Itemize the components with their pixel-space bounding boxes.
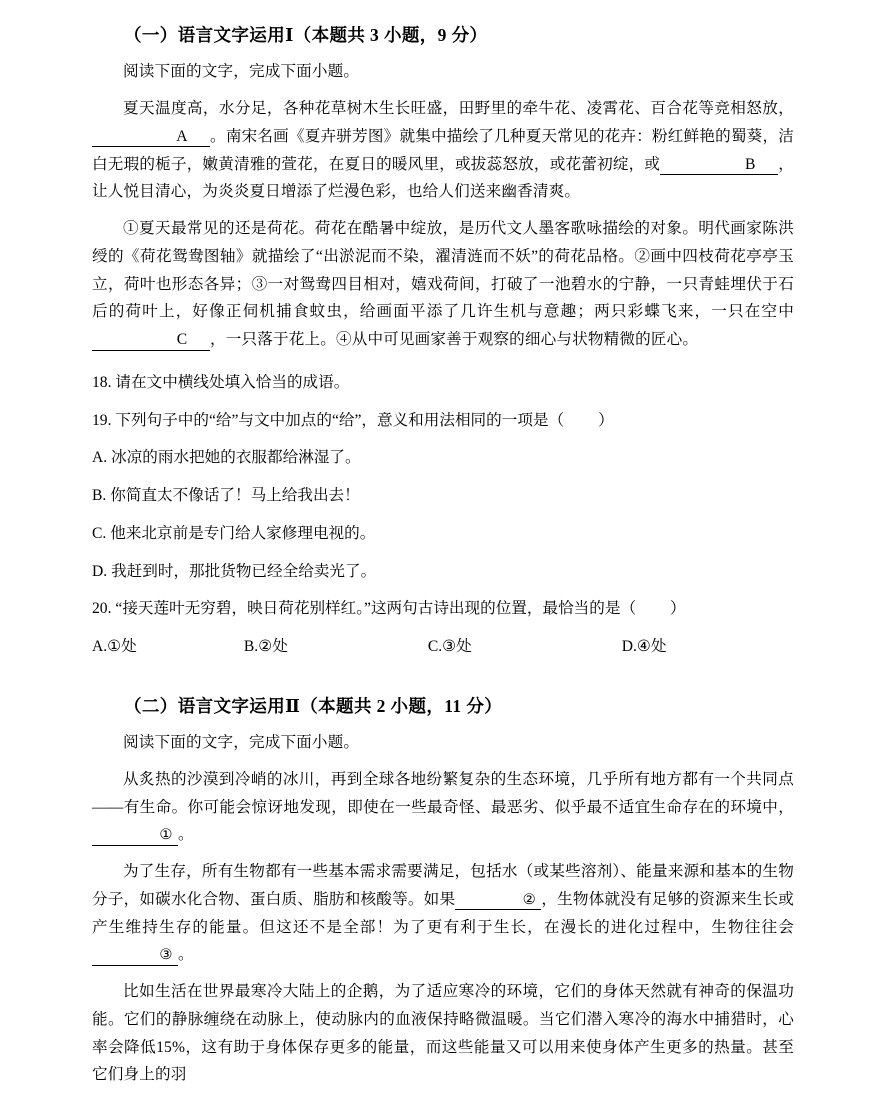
option-label: D. <box>92 562 108 580</box>
section-2-heading: （二）语言文字运用Ⅱ（本题共 2 小题，11 分） <box>124 695 503 716</box>
option-text: 你简直太不像话了！马上给我出去！ <box>110 487 360 504</box>
question-20-text-after: ） <box>670 600 686 618</box>
section-1-intro: 阅读下面的文字，完成下面小题。 <box>123 63 360 81</box>
blank-c: C <box>92 331 210 351</box>
option-label: A. <box>92 638 108 655</box>
passage-3-run-1: 从炙热的沙漠到冷峭的冰川，再到全球各地纷繁复杂的生态环境，几乎所有地方都有一个共同点——有生命。你可能会惊讶地发现，即使在一些最奇怪、最恶劣、似乎最不适宜生命存在的环境中， <box>92 770 794 816</box>
question-20-options <box>92 633 794 661</box>
question-20-option-c <box>428 633 618 661</box>
passage-1-run-3: 。南宋名画《夏卉骈芳图》就集中描绘了几种夏天常见的花卉：粉红鲜艳的蜀葵，洁白无瑕的栀子，嫩黄清雅的萱花，在夏日的暖风里，或拔蕊怒放，或花蕾初绽，或 <box>92 127 794 173</box>
question-19-text: 下列句子中的“给”与文中加点的“给”，意义和用法相同的一项是（ <box>115 411 565 429</box>
option-label: C. <box>427 638 443 655</box>
question-19-option-d <box>92 558 794 586</box>
passage-paragraph-5: 比如生活在世界最寒冷大陆上的企鹅，为了适应寒冷的环境，它们的身体天然就有神奇的保温功能。它们的静脉缠绕在动脉上，使动脉内的血液保持略微温暖。当它们潜入寒冷的海水中捕猎时，心率会降低15%，这有助于身体保存更多的能量，而这些能量又可以用来使身体产生更多的热量。甚至它们身上的羽 <box>92 983 794 1084</box>
passage-4-run-5: 。 <box>178 946 194 964</box>
question-19-option-b <box>92 482 794 510</box>
passage-paragraph-1 <box>92 95 794 206</box>
option-label: A. <box>92 449 108 467</box>
question-20-text: “接天莲叶无穷碧，映日荷花别样红。”这两句古诗出现的位置，最恰当的是（ <box>115 600 637 618</box>
section-1-heading: （一）语言文字运用Ⅰ（本题共 3 小题，9 分） <box>124 25 488 45</box>
option-label: B. <box>243 638 259 655</box>
passage-4-run-3: ，生物体就没有足够的资源来生长或产生维持生存的能量。但这还不是全部！为了更有利于生长，在漫长的进化过程中，生物往往会 <box>92 890 794 936</box>
question-20-option-b <box>244 633 424 661</box>
question-19-text-after: ） <box>598 411 614 429</box>
passage-1-run-5: ，让人悦目清心，为炎炎夏日增添了烂漫色彩，也给人们送来幽香清爽。 <box>92 155 795 201</box>
question-20-option-d <box>622 633 667 661</box>
blank-1: ① <box>92 826 178 846</box>
passage-paragraph-4 <box>92 858 794 969</box>
question-19-option-a <box>92 444 794 472</box>
option-label: D. <box>621 638 637 655</box>
blank-b: B <box>660 156 778 176</box>
blank-3: ③ <box>92 946 178 966</box>
option-text: ②处 <box>258 638 288 655</box>
section-2-intro: 阅读下面的文字，完成下面小题。 <box>123 734 360 751</box>
passage-paragraph-3 <box>92 766 794 849</box>
question-19-number: 19. <box>92 411 112 429</box>
option-label: C. <box>92 524 107 542</box>
option-text: 冰凉的雨水把她的衣服都给淋湿了。 <box>111 449 361 467</box>
blank-2: ② <box>455 891 541 911</box>
option-label: B. <box>92 487 107 504</box>
option-text: ①处 <box>107 638 137 655</box>
section-language-use-1 <box>92 22 794 661</box>
question-18-number: 18. <box>92 373 112 391</box>
section-spacer <box>92 671 794 685</box>
question-19-option-c <box>92 520 794 548</box>
passage-paragraph-2 <box>92 215 794 354</box>
question-18-text: 请在文中横线处填入恰当的成语。 <box>115 373 350 391</box>
option-text: ③处 <box>442 638 472 655</box>
section-language-use-2 <box>92 693 794 1089</box>
question-18 <box>92 369 794 397</box>
question-20-option-a <box>92 633 240 661</box>
option-text: 他来北京前是专门给人家修理电视的。 <box>110 524 376 542</box>
passage-2-run-3: ，一只落于花上。④从中可见画家善于观察的细心与状物精微的匠心。 <box>210 331 699 348</box>
question-19 <box>92 407 794 435</box>
blank-a: A <box>92 128 210 148</box>
passage-1-run-1: 夏天温度高，水分足，各种花草树木生长旺盛，田野里的牵牛花、凌霄花、百合花等竞相怒放， <box>123 100 794 117</box>
passage-4-run-1: 为了生存，所有生物都有一些基本需求需要满足，包括水（或某些溶剂）、能量来源和基本的生物分子，如碳水化合物、蛋白质、脂肪和核酸等。如果 <box>92 863 794 908</box>
passage-3-run-3: 。 <box>178 826 194 844</box>
passage-2-run-1: ①夏天最常见的还是荷花。荷花在酷暑中绽放，是历代文人墨客歌咏描绘的对象。明代画家陈洪绶的《荷花鸳鸯图轴》就描绘了“出淤泥而不染，濯清涟而不妖”的荷花品格。②画中四枝荷花亭亭玉立，荷叶也形态各异；③一对鸳鸯四目相对，嬉戏荷间，打破了一池碧水的宁静，一只青蛙埋伏于石后的荷叶上，好像正伺机捕食蚊虫，给画面平添了几许生机与意趣；两只彩蝶飞来，一只在空中 <box>92 220 794 321</box>
question-20-number: 20. <box>92 600 112 618</box>
option-text: ④处 <box>636 638 667 655</box>
option-text: 我赶到时，那批货物已经全给卖光了。 <box>111 562 377 580</box>
question-20 <box>92 595 794 623</box>
